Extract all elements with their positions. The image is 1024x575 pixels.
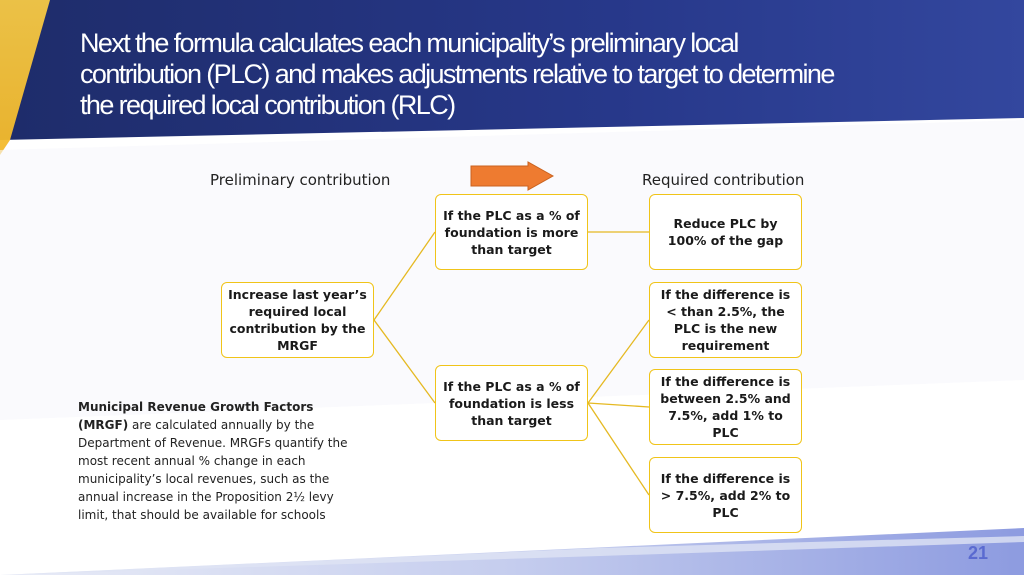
title-line-3: the required local contribution (RLC) [80,90,455,120]
preliminary-contribution-label: Preliminary contribution [210,171,391,189]
box-difference-between: If the difference is between 2.5% and 7.5%, add 1% to PLC [649,369,802,445]
box-increase-last-year: Increase last year’s required local contribution by the MRGF [221,282,374,358]
mrgf-note-heading: Municipal Revenue Growth Factors (MRGF) [78,400,314,432]
box-plc-less-than-target: If the PLC as a % of foundation is less than target [435,365,588,441]
required-contribution-label: Required contribution [642,171,805,189]
title-line-2: contribution (PLC) and makes adjustments relative to target to determine [80,59,834,89]
box-difference-less-2-5: If the difference is < than 2.5%, the PLC is the new requirement [649,282,802,358]
box-reduce-plc: Reduce PLC by 100% of the gap [649,194,802,270]
mrgf-note [78,398,348,524]
slide-title [80,28,980,121]
mrgf-note-body: are calculated annually by the Department of Revenue. MRGFs quantify the most recent annual % change in each municipality’s local revenues, such as the annual increase in the Proposition 2½ levy limit, that should be available for schools [78,418,348,522]
box-plc-more-than-target: If the PLC as a % of foundation is more than target [435,194,588,270]
right-arrow-icon [470,161,554,191]
page-number: 21 [967,543,988,563]
title-line-1: Next the formula calculates each municipality’s preliminary local [80,28,738,58]
box-difference-greater-7-5: If the difference is > 7.5%, add 2% to PLC [649,457,802,533]
